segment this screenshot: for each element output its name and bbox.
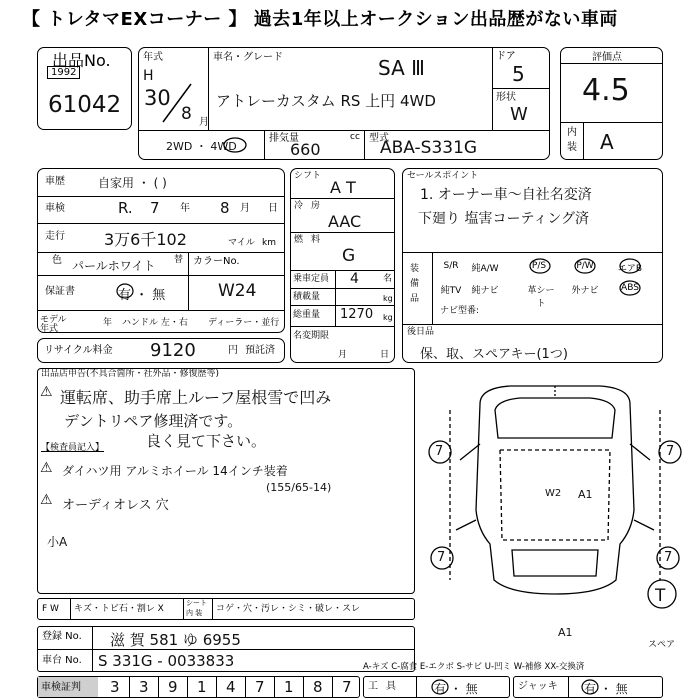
score-label: 評価点: [592, 52, 622, 63]
tools-label: 工具: [368, 681, 404, 692]
year-era: H: [143, 68, 154, 84]
tools-circle: [430, 678, 450, 696]
cert-digit: 8: [313, 678, 323, 696]
year-label: 年式: [143, 52, 163, 63]
equipment-label: 装備品: [410, 264, 420, 304]
seat-defects: コゲ・穴・汚レ・シミ・破レ・スレ: [216, 604, 361, 614]
inspector-report-label: 【検査員記入】: [41, 443, 105, 453]
weight-label: 総重量: [293, 310, 321, 320]
equip-abs-circle: [618, 279, 642, 297]
notes-item2-mark: ⚠: [40, 492, 53, 508]
equip-abs: ABS: [621, 283, 639, 293]
year-slash: [155, 80, 200, 125]
cert-digit: 1: [284, 678, 294, 696]
weight-value: 1270: [340, 307, 374, 322]
model-row-year: 年: [103, 318, 113, 328]
inspection-month: 8: [220, 199, 230, 217]
notes-item3: 小A: [47, 535, 68, 549]
doors-label: ドア: [496, 51, 516, 62]
jack-value: 有 ・ 無: [584, 682, 628, 696]
accessories-value: 保、取、スペアキー(1つ): [420, 347, 568, 362]
tire-mark-rl: 7: [437, 550, 446, 565]
model-name-label: 車名・グレード: [213, 52, 283, 63]
capacity-unit: 名: [383, 274, 393, 284]
cert-digit: 4: [226, 678, 236, 696]
recycle-unit: 円: [228, 345, 238, 356]
weight-unit: kg: [383, 313, 393, 322]
displacement-unit: cc: [350, 132, 360, 142]
tire-mark-fr: 7: [666, 444, 675, 459]
recycle-label: リサイクル料金: [44, 345, 113, 356]
mileage-value: 3万6千102: [104, 230, 187, 249]
tire-mark-rr: 7: [664, 550, 673, 565]
grade-mark: SA Ⅲ: [378, 56, 425, 80]
recycle-value: 9120: [150, 340, 196, 361]
accessories-label: 後日品: [407, 327, 435, 337]
equip-ps-circle: [528, 257, 552, 275]
capacity-label: 乗車定員: [293, 274, 330, 284]
notes-line3: 良く見て下さい。: [146, 432, 267, 450]
year-month-unit: 月: [199, 117, 209, 128]
interior-label-2: 装: [567, 142, 577, 153]
doors-value: 5: [512, 62, 525, 86]
mileage-label: 走行: [45, 231, 65, 242]
color-change: 替: [174, 255, 184, 265]
chassis-label: 車台 No.: [42, 655, 82, 666]
cert-digit: 7: [255, 678, 265, 696]
equip-pw-circle: [573, 257, 597, 275]
lot-number: 61042: [48, 92, 122, 118]
equip-sr: S/R: [443, 261, 459, 271]
capacity-value: 4: [350, 271, 359, 287]
warranty-value: 有 ・ 無: [118, 288, 166, 303]
model-row-label: モデル 年式: [40, 315, 67, 334]
bottom-mark: A1: [558, 626, 573, 639]
inspection-era: R.: [118, 199, 133, 217]
equip-airbag: エアB: [617, 264, 643, 274]
equip-navi: 純ナビ: [471, 286, 499, 296]
fuel-value: G: [342, 246, 356, 266]
notes-item1-sub: (155/65-14): [266, 481, 332, 494]
equip-tv: 純TV: [440, 286, 462, 296]
cert-digit: 7: [342, 678, 352, 696]
fw-defects: キズ・トビ石・割レ X: [74, 604, 164, 614]
info-box: [37, 168, 285, 333]
notes-warning-mark: ⚠: [40, 384, 53, 400]
model-name-value: アトレーカスタム RS 上円 4WD: [216, 92, 436, 110]
mileage-unit: マイル: [228, 238, 255, 248]
cert-digit: 3: [139, 678, 149, 696]
tire-mark-fl: 7: [435, 444, 444, 459]
history-value: 自家用 ・ ( ): [98, 176, 167, 190]
shift-value: A T: [330, 178, 356, 197]
name-change-month: 月: [338, 350, 348, 360]
score-value: 4.5: [582, 73, 630, 108]
notes-label: 出品店申告(不具合箇所・社外品・修復歴等): [41, 369, 220, 379]
sales-point-label: セールスポイント: [407, 171, 479, 181]
equip-aw: 純A/W: [471, 264, 499, 274]
equip-airbag-circle: [618, 257, 642, 275]
side-mark-right: A1: [578, 488, 593, 501]
aircon-value: AAC: [328, 212, 362, 231]
lot-label: 出品No.: [52, 51, 111, 70]
navi-model-label: ナビ型番:: [440, 306, 480, 316]
tools-value: 有 ・ 無: [434, 682, 478, 696]
shape-value: W: [510, 104, 528, 125]
load-label: 積載量: [293, 292, 321, 302]
inspection-label: 車検: [45, 203, 65, 214]
lot-year-code: 1992: [47, 66, 80, 79]
interior-value: A: [600, 130, 614, 154]
fuel-label: 燃料: [294, 235, 329, 245]
model-row-handle: ハンドル 左・右: [122, 318, 188, 328]
color-value: パールホワイト: [72, 259, 156, 273]
equip-pw: P/W: [576, 261, 594, 271]
inspection-day-unit: 日: [268, 203, 278, 214]
mileage-unit-km: km: [262, 238, 276, 248]
year-value: 30: [144, 86, 171, 110]
seat-label-1: シート: [186, 599, 207, 607]
cert-digit: 1: [197, 678, 207, 696]
jack-label: ジャッキ: [518, 681, 558, 692]
displacement-label: 排気量: [269, 133, 299, 144]
model-type-value: ABA-S331G: [380, 138, 478, 158]
registration-label: 登録 No.: [42, 631, 82, 642]
year-month: 8: [181, 104, 192, 124]
history-label: 車歴: [45, 176, 65, 187]
legend: A-キズ C-腐食 E-エクボ S-サビ U-凹ミ W-補修 XX-交換済: [363, 662, 585, 672]
model-row-dealer: ディーラー・並行: [208, 318, 280, 328]
displacement-value: 660: [290, 140, 321, 159]
roof-mark: W2: [545, 488, 562, 499]
shape-label: 形状: [496, 92, 516, 103]
inspection-year-unit: 年: [180, 203, 190, 214]
notes-line1: 運転席、助手席上ルーフ屋根雪で凹み: [60, 388, 332, 407]
equip-ps: P/S: [531, 261, 547, 271]
inspection-month-unit: 月: [240, 203, 250, 214]
cert-digit: 3: [110, 678, 120, 696]
name-change-day: 日: [380, 350, 390, 360]
aircon-label: 冷房: [294, 201, 329, 211]
jack-circle: [580, 678, 600, 696]
model-type-label: 型式: [369, 133, 389, 144]
drive-label: 2WD ・ 4WD: [166, 140, 237, 153]
color-no-label: カラーNo.: [193, 256, 240, 267]
color-label: 色: [52, 255, 62, 266]
notes-item2: オーディオレス 穴: [62, 498, 169, 513]
sales-point-line1: 1. オーナー車〜自社名変済: [420, 187, 592, 203]
spare-label: スペア: [648, 640, 676, 650]
registration-value: 滋 賀 581 ゆ 6955: [110, 631, 241, 649]
warranty-label: 保証書: [45, 286, 75, 297]
equip-leather: 革シート: [527, 286, 555, 309]
fw-label: F W: [42, 604, 59, 614]
spare-mark: T: [655, 586, 666, 606]
notes-item1-mark: ⚠: [40, 460, 53, 476]
notes-item1: ダイハツ用 アルミホイール 14インチ装着: [62, 464, 288, 478]
seat-label-2: 内 装: [186, 609, 203, 617]
cert-digit: 9: [168, 678, 178, 696]
notes-line2: デントリペア修理済です。: [64, 412, 243, 430]
equip-ext-navi: 外ナビ: [571, 286, 599, 296]
name-change-label: 名変期限: [293, 331, 330, 341]
inspection-year: 7: [150, 199, 160, 217]
cert-label: 車検証判: [41, 682, 81, 693]
warranty-circle: [115, 282, 135, 300]
shift-label: シフト: [294, 171, 322, 181]
header-title: 【 トレタマEXコーナー 】 過去1年以上オークション出品歴がない車両: [22, 9, 618, 30]
sales-point-line2: 下廻り 塩害コーティング済: [418, 211, 590, 227]
recycle-note: 預託済: [245, 345, 275, 356]
interior-label-1: 内: [567, 127, 577, 138]
chassis-value: S 331G - 0033833: [98, 652, 235, 670]
drive-circle: [222, 136, 248, 154]
load-unit: kg: [383, 294, 393, 303]
color-no-value: W24: [218, 281, 257, 301]
